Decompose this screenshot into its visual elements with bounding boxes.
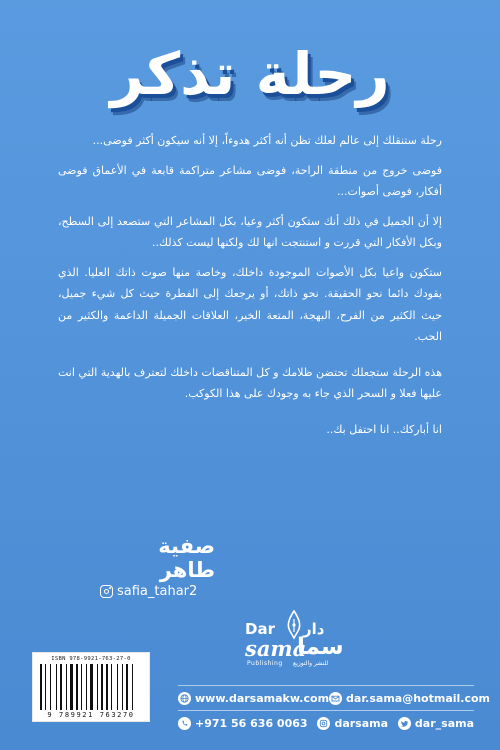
whatsapp-icon — [178, 717, 191, 730]
barcode-bar — [126, 664, 128, 710]
phone-link[interactable] — [178, 717, 308, 730]
blurb-closing: انا أباركك.. انا احتفل بك.. — [326, 422, 442, 436]
publisher-sama-latin: sama — [245, 636, 307, 661]
barcode-bar — [111, 664, 112, 710]
barcode-bar — [81, 664, 82, 710]
barcode-bar — [117, 664, 118, 710]
barcode-bar — [97, 664, 98, 710]
publisher-sama-arabic: سما — [297, 634, 344, 660]
barcode-bar — [83, 664, 85, 710]
publisher-sub-latin: Publishing — [247, 660, 283, 667]
publisher-dar-latin: Dar — [245, 620, 275, 638]
barcode-bar — [43, 664, 44, 710]
barcode-bar — [113, 664, 116, 710]
barcode-bar — [124, 664, 125, 710]
barcode-bar — [94, 664, 96, 710]
publisher-logo — [245, 618, 355, 674]
globe-icon — [178, 692, 191, 705]
barcode-bar — [134, 664, 135, 710]
barcode-bar — [60, 664, 62, 710]
instagram-link[interactable] — [317, 717, 388, 730]
barcode-bar — [99, 664, 100, 710]
barcode-bars — [40, 664, 142, 710]
barcode-bar — [88, 664, 89, 710]
barcode-bar — [129, 664, 131, 710]
barcode-bar — [76, 664, 78, 710]
barcode-bar — [50, 664, 51, 710]
barcode-bar — [68, 664, 69, 710]
barcode-bar — [45, 664, 46, 710]
blurb-paragraph: إلا أن الجميل في ذلك أنك ستكون أكثر وعيا، بكل المشاعر التي ستصعد إلى السطح، وبكل الأفكار التي قررت و استنتجت انها لك ولكنها ليست كذلك.. — [58, 214, 442, 249]
barcode-bar — [52, 664, 55, 710]
author-block — [100, 534, 215, 599]
barcode-bar — [79, 664, 80, 710]
barcode-bar — [66, 664, 67, 710]
publisher-sub-arabic: للنشر والتوزيع — [293, 660, 329, 667]
author-handle: safia_tahar2 — [117, 584, 198, 599]
phone-text: +971 56 636 0063 — [195, 716, 308, 730]
barcode-bar — [106, 664, 108, 710]
barcode-bar — [56, 664, 57, 710]
contact-row — [178, 713, 474, 733]
website-text: www.darsamakw.com — [195, 691, 330, 705]
website-link[interactable] — [178, 692, 329, 705]
blurb-paragraph: فوضى خروج من منطقة الراحة، فوضى مشاعر متراكمة قابعة في الأعماق فوضى أفكار، فوضى أصوات... — [58, 163, 442, 198]
barcode-bar — [47, 664, 49, 710]
email-link[interactable] — [329, 692, 490, 705]
barcode-bar — [119, 664, 121, 710]
isbn-barcode — [32, 652, 150, 722]
barcode-bar — [101, 664, 103, 710]
instagram-icon — [100, 585, 113, 598]
barcode-bar — [109, 664, 110, 710]
barcode-digits: 9 789921 763270 — [47, 711, 135, 719]
barcode-bar — [90, 664, 93, 710]
author-name: صفية طاهر — [158, 534, 215, 582]
blurb-paragraph: رحلة ستنقلك إلى عالم لعلك تظن أنه أكثر هدوءاً، إلا أنه سيكون أكثر فوضى... — [92, 134, 442, 147]
mail-icon — [329, 692, 342, 705]
barcode-bar — [63, 664, 65, 710]
publisher-dar-arabic: دار — [303, 620, 325, 638]
blurb-text — [58, 130, 442, 448]
publisher-contacts — [178, 683, 491, 733]
divider — [178, 685, 474, 686]
blurb-paragraph: هذه الرحلة ستجعلك تحتضن ظلامك و كل المتناقضات داخلك لتعترف بالهدية التي انت عليها فعلا و السحر الذي جاء به وجودك على هذا الكوكب. — [58, 365, 442, 400]
divider — [178, 710, 474, 711]
instagram-text: darsama — [334, 716, 389, 730]
twitter-icon — [398, 717, 411, 730]
email-text: dar.sama@hotmail.com — [346, 691, 491, 705]
isbn-label: ISBN 978-9921-763-27-0 — [51, 656, 131, 662]
barcode-bar — [40, 664, 42, 710]
barcode-bar — [132, 664, 133, 710]
twitter-text: dar_sama — [414, 716, 474, 730]
author-instagram — [100, 584, 215, 599]
twitter-link[interactable] — [398, 717, 474, 730]
barcode-bar — [104, 664, 105, 710]
contact-row — [178, 688, 491, 708]
barcode-bar — [86, 664, 87, 710]
book-title: رحلة تذكر — [110, 40, 390, 108]
barcode-bar — [122, 664, 123, 710]
barcode-bar — [70, 664, 73, 710]
barcode-bar — [74, 664, 75, 710]
instagram-icon — [317, 717, 330, 730]
barcode-bar — [58, 664, 59, 710]
blurb-paragraph: ستكون واعيا بكل الأصوات الموجودة داخلك، وخاصة منها صوت ذاتك العليا. الذي يقودك دائما نحو الحقيقة. نحو ذاتك، أو يرجعك إلى الفطرة حيث كل شيء جميل، حيث الكثير من الفرح، البهجة، المتعة الخير، العلاقات الجميلة الداعمة والكثير من الحب. — [58, 265, 442, 343]
